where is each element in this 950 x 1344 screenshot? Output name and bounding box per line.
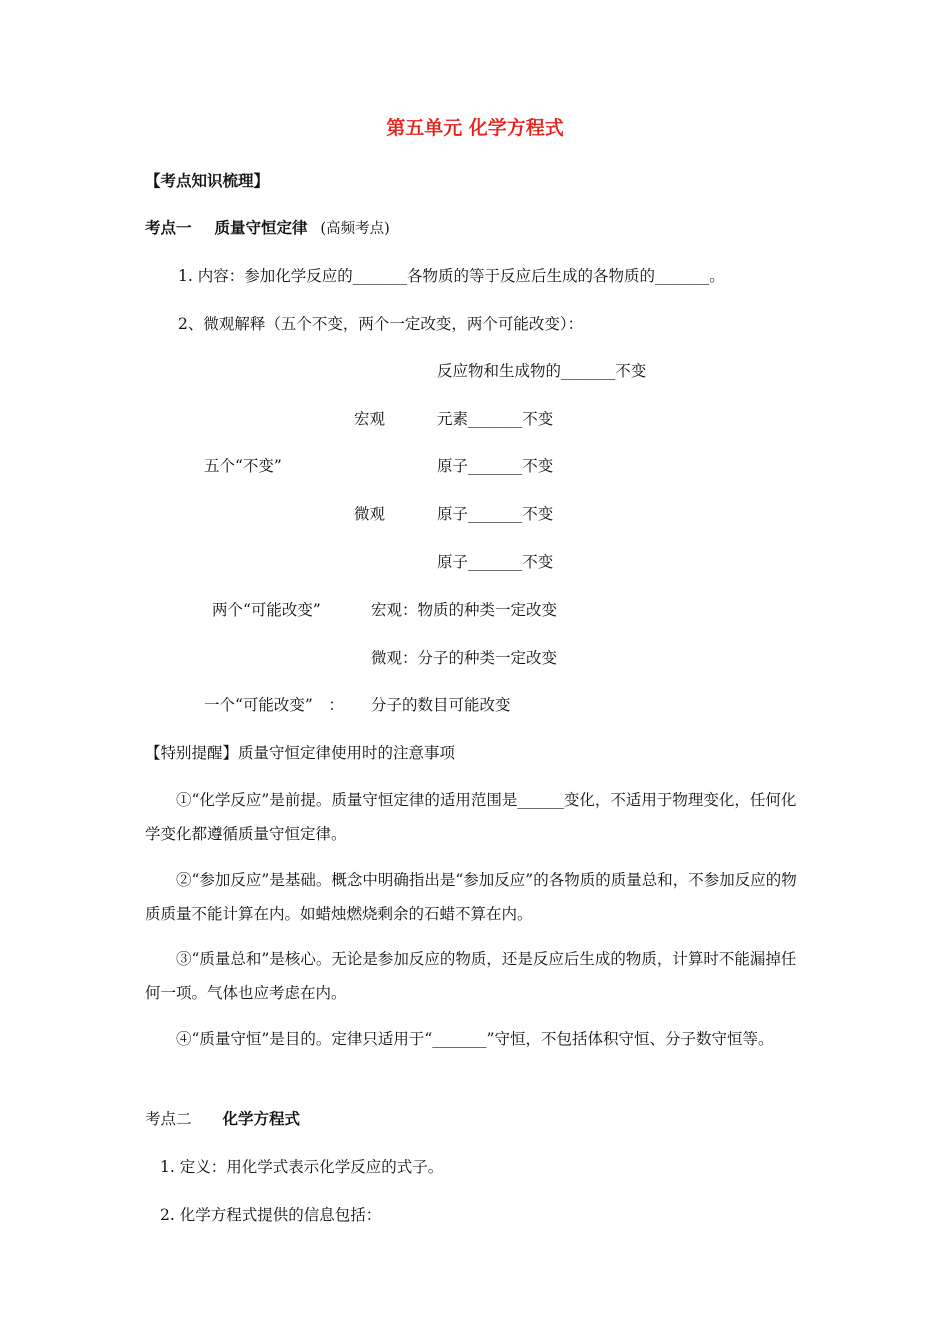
point1-name: 质量守恒定律 bbox=[214, 219, 308, 237]
point2-heading bbox=[145, 1109, 300, 1129]
one-change-label: 一个“可能改变” ： bbox=[204, 696, 344, 714]
two-changes-macro: 宏观：物质的种类一定改变 bbox=[371, 601, 558, 619]
point2-item2: 2. 化学方程式提供的信息包括： bbox=[160, 1206, 382, 1224]
page-title: 第五单元 化学方程式 bbox=[386, 117, 564, 139]
structure-row3: 原子_______不变 bbox=[437, 457, 554, 475]
five-unchanged-label: 五个“不变” bbox=[204, 457, 282, 475]
point1-label: 考点一 bbox=[145, 219, 192, 237]
structure-row5: 原子_______不变 bbox=[437, 553, 554, 571]
reminder-paragraph-2: ②“参加反应”是基础。概念中明确指出是“参加反应”的各物质的质量总和，不参加反应的物质质量不能计算在内。如蜡烛燃烧剩余的石蜡不算在内。 bbox=[145, 871, 797, 923]
structure-row2: 元素_______不变 bbox=[437, 410, 554, 428]
structure-macro-label: 宏观 bbox=[354, 410, 386, 428]
point2-item1: 1. 定义：用化学式表示化学反应的式子。 bbox=[160, 1158, 444, 1176]
section-heading: 【考点知识梳理】 bbox=[145, 172, 270, 190]
point2-name: 化学方程式 bbox=[222, 1110, 300, 1128]
point1-note: (高频考点) bbox=[320, 221, 390, 237]
two-changes-label: 两个“可能改变” bbox=[212, 601, 321, 619]
point1-item1: 1. 内容：参加化学反应的_______各物质的等于反应后生成的各物质的_______。 bbox=[178, 267, 725, 285]
two-changes-micro: 微观：分子的种类一定改变 bbox=[371, 649, 558, 667]
structure-row1: 反应物和生成物的_______不变 bbox=[437, 362, 647, 380]
one-change-text: 分子的数目可能改变 bbox=[371, 696, 511, 714]
point2-label: 考点二 bbox=[145, 1110, 192, 1128]
point1-heading bbox=[145, 218, 390, 239]
structure-micro-label: 微观 bbox=[354, 505, 386, 523]
structure-row4: 原子_______不变 bbox=[437, 505, 554, 523]
reminder-paragraph-3: ③“质量总和”是核心。无论是参加反应的物质，还是反应后生成的物质，计算时不能漏掉任何一项。气体也应考虑在内。 bbox=[145, 950, 797, 1002]
reminder-heading: 【特别提醒】质量守恒定律使用时的注意事项 bbox=[145, 744, 456, 762]
reminder-paragraph-1: ①“化学反应”是前提。质量守恒定律的适用范围是______变化，不适用于物理变化，任何化学变化都遵循质量守恒定律。 bbox=[145, 791, 797, 843]
reminder-paragraph-4: ④“质量守恒”是目的。定律只适用于“_______”守恒，不包括体积守恒、分子数守恒等。 bbox=[176, 1030, 774, 1048]
point1-item2: 2、微观解释（五个不变，两个一定改变，两个可能改变）： bbox=[178, 315, 584, 333]
